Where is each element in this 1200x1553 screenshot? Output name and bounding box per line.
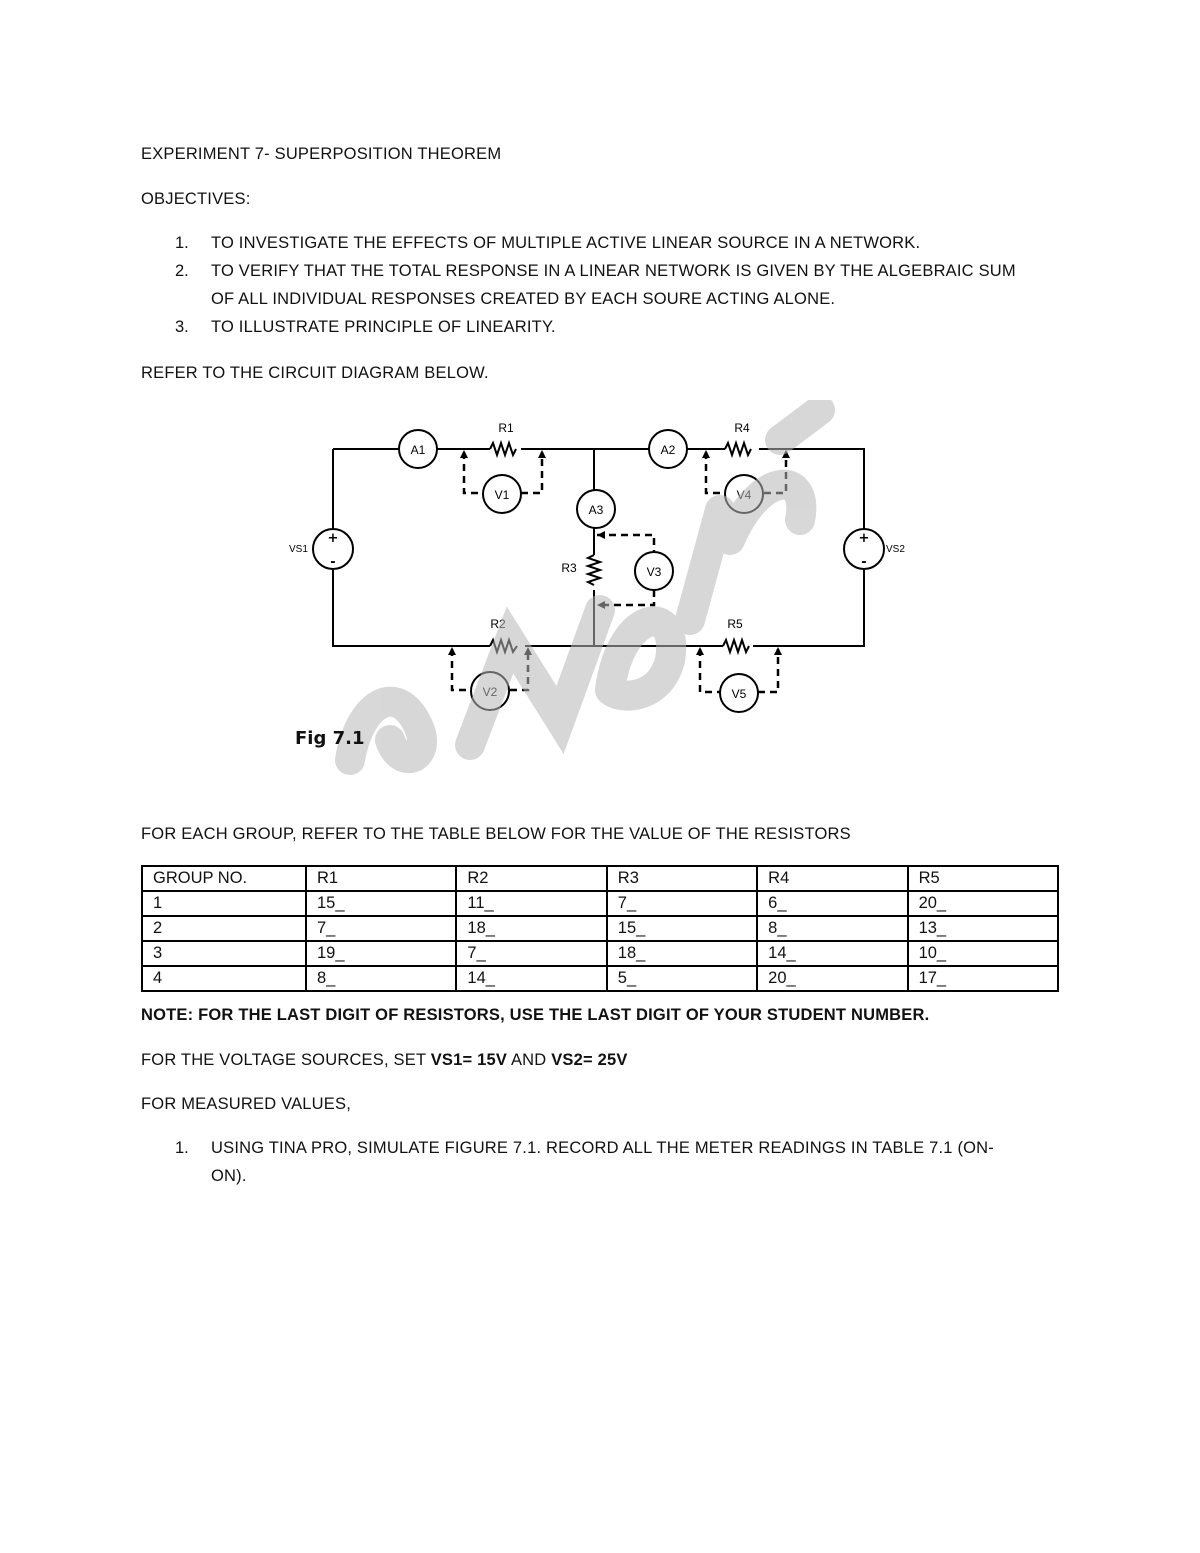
- resistor-r3-label: R3: [561, 561, 577, 575]
- vs2-value: VS2= 25V: [551, 1051, 628, 1069]
- table-header-cell: R4: [757, 866, 907, 891]
- group-instruction: FOR EACH GROUP, REFER TO THE TABLE BELOW FOR THE VALUE OF THE RESISTORS: [141, 825, 851, 843]
- voltage-and: AND: [507, 1051, 552, 1069]
- objective-number: 3.: [175, 318, 189, 336]
- resistor-r4: [725, 443, 751, 455]
- voltage-prefix: FOR THE VOLTAGE SOURCES, SET: [141, 1051, 431, 1069]
- voltmeter-v5-label: V5: [731, 687, 747, 701]
- table-row: [142, 891, 1058, 916]
- step-text: USING TINA PRO, SIMULATE FIGURE 7.1. RECORD ALL THE METER READINGS IN TABLE 7.1 (ON-: [211, 1139, 994, 1157]
- figure-caption: Fig 7.1: [295, 728, 365, 749]
- table-cell: 6_: [757, 891, 907, 916]
- resistor-r5-label: R5: [727, 617, 743, 631]
- table-cell: 14_: [456, 966, 606, 991]
- ammeter-a2-label: A2: [660, 443, 676, 457]
- table-cell: 17_: [908, 966, 1058, 991]
- table-row: [142, 966, 1058, 991]
- refer-instruction: REFER TO THE CIRCUIT DIAGRAM BELOW.: [141, 364, 489, 382]
- ammeter-a1-label: A1: [410, 443, 426, 457]
- svg-text:-: -: [861, 555, 867, 570]
- resistor-r4-label: R4: [734, 421, 750, 435]
- step-number: 1.: [175, 1139, 189, 1157]
- objectives-label: OBJECTIVES:: [141, 190, 251, 208]
- objective-text-continued: OF ALL INDIVIDUAL RESPONSES CREATED BY EACH SOURE ACTING ALONE.: [211, 290, 836, 308]
- resistor-r1-label: R1: [498, 421, 514, 435]
- table-cell: 18_: [607, 941, 757, 966]
- table-cell: 18_: [456, 916, 606, 941]
- objective-text: TO INVESTIGATE THE EFFECTS OF MULTIPLE ACTIVE LINEAR SOURCE IN A NETWORK.: [211, 234, 921, 252]
- table-header-cell: GROUP NO.: [142, 866, 306, 891]
- table-cell: 10_: [908, 941, 1058, 966]
- table-cell: 14_: [757, 941, 907, 966]
- step-text-continued: ON).: [211, 1167, 247, 1185]
- vs1-label: VS1: [289, 544, 308, 555]
- table-row: [142, 941, 1058, 966]
- table-cell: 15_: [306, 891, 456, 916]
- table-cell: 2: [142, 916, 306, 941]
- voltmeter-v2-label: V2: [482, 685, 498, 699]
- vs2-label: VS2: [886, 544, 905, 555]
- table-cell: 19_: [306, 941, 456, 966]
- wire: [333, 449, 867, 646]
- table-cell: 8_: [757, 916, 907, 941]
- table-cell: 3: [142, 941, 306, 966]
- page-title: EXPERIMENT 7- SUPERPOSITION THEOREM: [141, 145, 502, 163]
- table-cell: 4: [142, 966, 306, 991]
- vs1-value: VS1= 15V: [430, 1051, 508, 1069]
- table-header-row: [142, 866, 1058, 891]
- table-header-cell: R5: [908, 866, 1058, 891]
- objective-number: 2.: [175, 262, 189, 280]
- resistor-r2-label: R2: [490, 617, 506, 631]
- objective-text: TO ILLUSTRATE PRINCIPLE OF LINEARITY.: [211, 318, 556, 336]
- table-header-cell: R1: [306, 866, 456, 891]
- resistor-r3: [588, 555, 600, 585]
- voltmeter-v1-label: V1: [494, 488, 510, 502]
- measured-values-label: FOR MEASURED VALUES,: [141, 1095, 351, 1113]
- table-cell: 5_: [607, 966, 757, 991]
- table-cell: 8_: [306, 966, 456, 991]
- resistor-value-table: [141, 865, 1059, 992]
- table-cell: 13_: [908, 916, 1058, 941]
- resistor-r5: [723, 640, 749, 652]
- objective-text: TO VERIFY THAT THE TOTAL RESPONSE IN A LINEAR NETWORK IS GIVEN BY THE ALGEBRAIC SUM: [211, 262, 1016, 280]
- table-cell: 7_: [456, 941, 606, 966]
- svg-text:+: +: [858, 531, 870, 546]
- voltmeter-v4-label: V4: [736, 488, 752, 502]
- svg-text:-: -: [330, 555, 336, 570]
- table-cell: 1: [142, 891, 306, 916]
- table-cell: 11_: [456, 891, 606, 916]
- note-text: NOTE: FOR THE LAST DIGIT OF RESISTORS, USE THE LAST DIGIT OF YOUR STUDENT NUMBER.: [141, 1006, 930, 1024]
- table-cell: 7_: [607, 891, 757, 916]
- table-cell: 20_: [757, 966, 907, 991]
- ammeter-a3-label: A3: [588, 503, 604, 517]
- objective-number: 1.: [175, 234, 189, 252]
- table-header-cell: R3: [607, 866, 757, 891]
- table-cell: 20_: [908, 891, 1058, 916]
- table-cell: 7_: [306, 916, 456, 941]
- circuit-diagram: [280, 395, 910, 765]
- voltage-instruction: [141, 1051, 628, 1070]
- table-row: [142, 916, 1058, 941]
- resistor-r2: [490, 640, 517, 652]
- voltmeter-v3-label: V3: [646, 565, 662, 579]
- table-header-cell: R2: [456, 866, 606, 891]
- svg-text:+: +: [327, 531, 339, 546]
- resistor-r1: [490, 443, 516, 455]
- table-cell: 15_: [607, 916, 757, 941]
